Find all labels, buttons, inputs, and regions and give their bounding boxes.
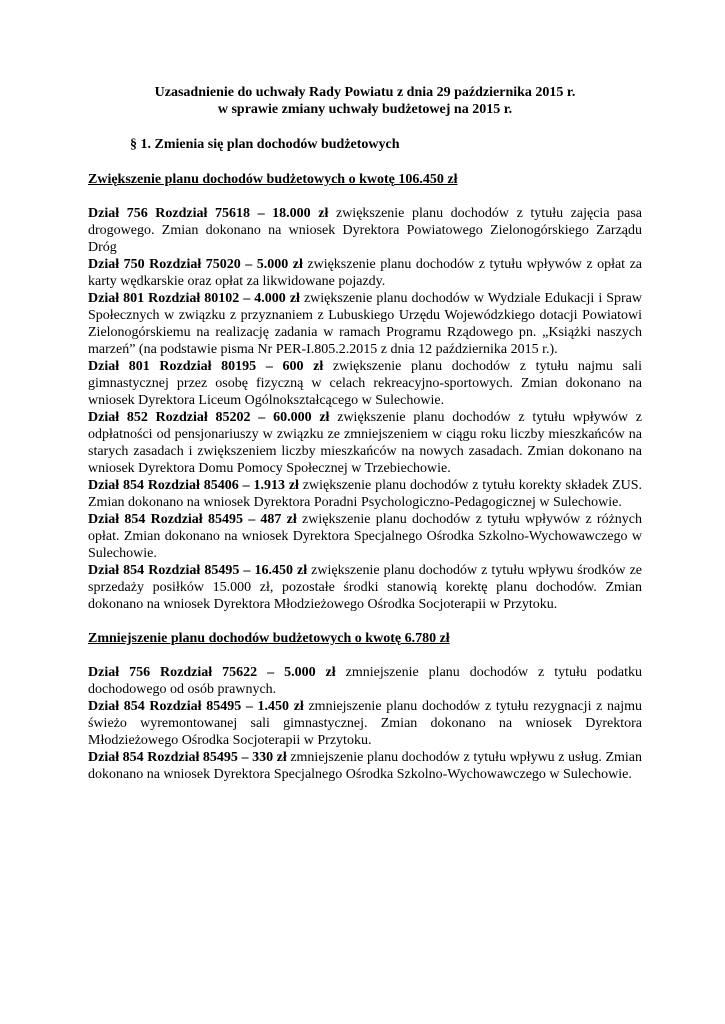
increase-entry xyxy=(88,256,642,290)
increase-entries xyxy=(88,205,642,613)
increase-entry xyxy=(88,477,642,511)
entry-text: zmniejszenie planu dochodów z tytułu rezygnacji z najmu świeżo wyremontowanej sali gimnastycznej. Zmian dokonano na wniosek Dyrektora Młodzieżowego Ośrodka Socjoterapii w Przytoku. xyxy=(88,699,642,748)
entry-code: Dział 854 Rozdział 85495 – 487 zł xyxy=(88,512,297,527)
entry-text: zwiększenie planu dochodów z tytułu wpływu środków ze sprzedaży posiłków 15.000 zł, pozostałe środki stanowią korektę planu dochodów. Zmian dokonano na wniosek Dyrektora Młodzieżowego Ośrodka Socjoterapii w Przytoku. xyxy=(88,563,643,612)
entry-text: zmniejszenie planu dochodów z tytułu podatku dochodowego od osób prawnych. xyxy=(88,665,642,697)
entry-code: Dział 756 Rozdział 75618 – 18.000 zł xyxy=(88,206,329,221)
spacer xyxy=(88,188,642,205)
document-page xyxy=(88,84,642,783)
decrease-heading: Zmniejszenie planu dochodów budżetowych o kwotę 6.780 zł xyxy=(88,631,450,646)
increase-heading: Zwiększenie planu dochodów budżetowych o kwotę 106.450 zł xyxy=(88,172,458,187)
spacer xyxy=(88,613,642,630)
entry-text: zwiększenie planu dochodów z tytułu wpływów z opłat za karty wędkarskie oraz opłat za likwidowane pojazdy. xyxy=(88,257,642,289)
decrease-entry xyxy=(88,698,642,749)
entry-text: zmniejszenie planu dochodów z tytułu wpływu z usług. Zmian dokonano na wniosek Dyrektora Specjalnego Ośrodka Szkolno-Wychowawczego w Sulechowie. xyxy=(88,750,643,782)
entry-text: zwiększenie planu dochodów z tytułu najmu sali gimnastycznej przez osobę fizyczną w celach rekreacyjno-sportowych. Zmian dokonano na wniosek Dyrektora Liceum Ogólnokształcącego w Sulechowie. xyxy=(88,359,642,408)
section-heading: § 1. Zmienia się plan dochodów budżetowych xyxy=(130,137,400,152)
entry-code: Dział 750 Rozdział 75020 – 5.000 zł xyxy=(88,257,303,272)
entry-text: zwiększenie planu dochodów z tytułu wpływów z odpłatności od pensjonariuszy w związku ze zmniejszeniem w ciągu roku liczby mieszkańców na starych zasadach i zwiększeniem liczby mieszkańców na nowych zasadach. Zmian dokonano na wniosek Dyrektora Domu Pomocy Społecznej w Trzebiechowie. xyxy=(88,410,643,476)
increase-entry xyxy=(88,205,642,256)
entry-code: Dział 801 Rozdział 80102 – 4.000 zł xyxy=(88,291,300,306)
entry-code: Dział 756 Rozdział 75622 – 5.000 zł xyxy=(88,665,336,680)
entry-text: zwiększenie planu dochodów w Wydziale Edukacji i Spraw Społecznych w związku z przyznaniem z Lubuskiego Urzędu Wojewódzkiego dotacji Powiatowi Zielonogórskiemu na realizację zadania w ramach Programu Rządowego pn. „Książki naszych marzeń” (na podstawie pisma Nr PER-I.805.2.2015 z dnia 12 października 2015 r.). xyxy=(88,291,642,357)
entry-code: Dział 854 Rozdział 85406 – 1.913 zł xyxy=(88,478,299,493)
spacer xyxy=(88,647,642,664)
increase-entry xyxy=(88,290,642,358)
entry-text: zwiększenie planu dochodów z tytułu zajęcia pasa drogowego. Zmian dokonano na wniosek Dyrektora Powiatowego Zielonogórskiego Zarządu Dróg xyxy=(88,206,642,255)
entry-code: Dział 801 Rozdział 80195 – 600 zł xyxy=(88,359,324,374)
entry-code: Dział 852 Rozdział 85202 – 60.000 zł xyxy=(88,410,330,425)
entry-text: zwiększenie planu dochodów z tytułu wpływów z różnych opłat. Zmian dokonano na wniosek Dyrektora Specjalnego Ośrodka Szkolno-Wychowawczego w Sulechowie. xyxy=(88,512,643,561)
entry-text: zwiększenie planu dochodów z tytułu korekty składek ZUS. Zmian dokonano na wniosek Dyrektora Poradni Psychologiczno-Pedagogicznej w Sulechowie. xyxy=(88,478,642,510)
increase-entry xyxy=(88,562,642,613)
document-title-line-2: w sprawie zmiany uchwały budżetowej na 2015 r. xyxy=(217,102,513,117)
decrease-entry xyxy=(88,749,642,783)
decrease-entry xyxy=(88,664,642,698)
entry-code: Dział 854 Rozdział 85495 – 16.450 zł xyxy=(88,563,308,578)
increase-entry xyxy=(88,409,642,477)
entry-code: Dział 854 Rozdział 85495 – 1.450 zł xyxy=(88,699,304,714)
increase-entry xyxy=(88,511,642,562)
decrease-entries xyxy=(88,664,642,783)
increase-entry xyxy=(88,358,642,409)
entry-code: Dział 854 Rozdział 85495 – 330 zł xyxy=(88,750,287,765)
document-title-line-1: Uzasadnienie do uchwały Rady Powiatu z dnia 29 października 2015 r. xyxy=(154,85,576,100)
